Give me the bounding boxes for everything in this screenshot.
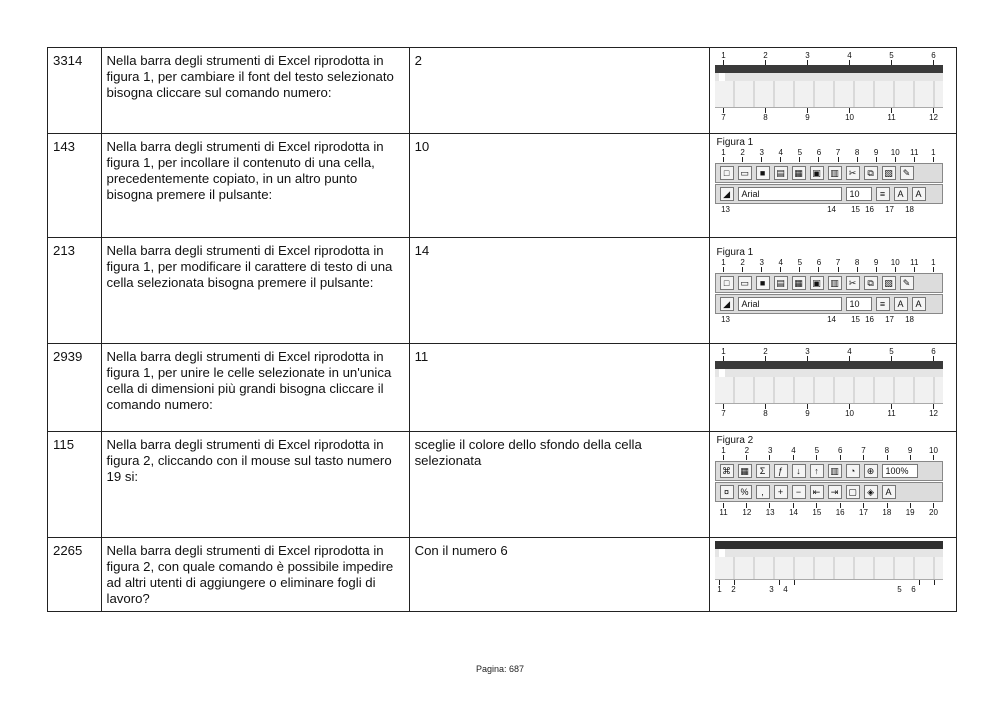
ribbon-commands (715, 377, 943, 404)
increase-indent-icon: ⇥ (828, 485, 842, 499)
cut-icon: ✂ (846, 166, 860, 180)
hyperlink-icon: ⌘ (720, 464, 734, 478)
open-folder-icon: ▭ (738, 276, 752, 290)
ribbon-titlebar (715, 541, 943, 549)
row-question: Nella barra degli strumenti di Excel riprodotta in figura 1, per cambiare il font del testo selezionato bisogna cliccare sul comando numero: (101, 48, 409, 134)
open-folder-icon: ▭ (738, 166, 752, 180)
formatting-toolbar (715, 482, 943, 502)
sort-desc-icon: ↑ (810, 464, 824, 478)
print-icon: ▤ (774, 276, 788, 290)
spelling-icon: ▣ (810, 166, 824, 180)
new-doc-icon: □ (720, 166, 734, 180)
row-answer: 14 (409, 238, 709, 344)
figure-cell (709, 344, 956, 432)
row-answer: 2 (409, 48, 709, 134)
increase-decimal-icon: + (774, 485, 788, 499)
toolbar-handle-icon: ◢ (720, 187, 734, 201)
excel-toolbar-figure (713, 137, 945, 214)
grow-font-icon: A (912, 187, 926, 201)
excel-toolbar-figure (713, 247, 945, 324)
figure-cell (709, 134, 956, 238)
new-doc-icon: □ (720, 276, 734, 290)
figure-bottom-numbers: 7 8 9 10 11 12 (721, 409, 938, 418)
row-answer: Con il numero 6 (409, 538, 709, 612)
figure-title: Figura 2 (716, 435, 754, 446)
toolbar-handle-icon: ◢ (720, 297, 734, 311)
table-row (48, 344, 957, 432)
ribbon-tabs (715, 549, 943, 557)
drawing-icon: ◔ (846, 464, 860, 478)
chart-wizard-icon: ▦ (738, 464, 752, 478)
font-color-icon: A (894, 297, 908, 311)
wrap-text-icon: ≡ (876, 297, 890, 311)
standard-toolbar (715, 461, 943, 481)
row-id: 2265 (48, 538, 102, 612)
save-icon: ■ (756, 276, 770, 290)
zoom-select: 100% (882, 464, 918, 478)
sort-asc-icon: ↓ (792, 464, 806, 478)
figure-title: Figura 1 (716, 137, 754, 148)
wrap-text-icon: ≡ (876, 187, 890, 201)
grow-font-icon: A (912, 297, 926, 311)
table-row (48, 432, 957, 538)
row-answer: 10 (409, 134, 709, 238)
spelling-icon: ▣ (810, 276, 824, 290)
ribbon-commands (715, 557, 943, 580)
figure-bottom-numbers: 13 14 15 16 17 18 (721, 315, 914, 324)
page-footer: Pagina: 687 (475, 664, 525, 674)
cut-icon: ✂ (846, 276, 860, 290)
excel-toolbar2-figure (713, 435, 945, 517)
font-select: Arial (738, 297, 842, 311)
function-icon: ƒ (774, 464, 788, 478)
percent-icon: % (738, 485, 752, 499)
row-id: 143 (48, 134, 102, 238)
formatting-toolbar (715, 294, 943, 314)
figure-bottom-numbers: 13 14 15 16 17 18 (721, 205, 914, 214)
figure-cell (709, 432, 956, 538)
row-question: Nella barra degli strumenti di Excel riprodotta in figura 2, con quale comando è possibile impedire ad altri utenti di aggiungere o eliminare fogli di lavoro? (101, 538, 409, 612)
figure-cell (709, 48, 956, 134)
figure-top-numbers: 1 2 3 4 5 6 7 8 9 10 11 1 (721, 148, 936, 157)
excel-ribbon-figure (713, 51, 945, 122)
figure-cell (709, 538, 956, 612)
format-painter-icon: ✎ (900, 276, 914, 290)
standard-toolbar (715, 273, 943, 293)
print-preview-icon: ▦ (792, 276, 806, 290)
figure-top-numbers: 1 2 3 4 5 6 7 8 9 10 (721, 446, 938, 455)
row-id: 3314 (48, 48, 102, 134)
questions-table (47, 47, 957, 612)
ribbon-tabs (715, 73, 943, 81)
row-answer: 11 (409, 344, 709, 432)
figure-top-numbers: 1 2 3 4 5 6 (721, 347, 936, 356)
arrow-marks (713, 455, 945, 460)
research-icon: ▥ (828, 276, 842, 290)
row-question: Nella barra degli strumenti di Excel riprodotta in figura 1, per unire le celle selezionate in un'unica cella di dimensioni più grandi bisogna cliccare il comando numero: (101, 344, 409, 432)
decrease-indent-icon: ⇤ (810, 485, 824, 499)
arrow-marks (713, 267, 945, 272)
figure-top-numbers: 1 2 3 4 5 6 (721, 51, 936, 60)
decrease-decimal-icon: − (792, 485, 806, 499)
row-answer: sceglie il colore dello sfondo della cella selezionata (409, 432, 709, 538)
research-icon: ▥ (828, 166, 842, 180)
row-question: Nella barra degli strumenti di Excel riprodotta in figura 1, per modificare il carattere di testo di una cella selezionata bisogna premere il pulsante: (101, 238, 409, 344)
figure-title: Figura 1 (716, 247, 754, 258)
ribbon-commands (715, 81, 943, 108)
row-id: 115 (48, 432, 102, 538)
chart-icon: ▥ (828, 464, 842, 478)
figure-bottom-numbers: 11 12 13 14 15 16 17 18 19 20 (719, 508, 938, 517)
row-question: Nella barra degli strumenti di Excel riprodotta in figura 1, per incollare il contenuto di una cella, precedentemente copiato, in un altro punto bisogna premere il pulsante: (101, 134, 409, 238)
figure-bottom-numbers: 7 8 9 10 11 12 (721, 113, 938, 122)
row-id: 2939 (48, 344, 102, 432)
ribbon-tabs (715, 369, 943, 377)
row-question: Nella barra degli strumenti di Excel riprodotta in figura 2, cliccando con il mouse sul tasto numero 19 si: (101, 432, 409, 538)
excel-review-ribbon-figure (713, 541, 945, 594)
font-select: Arial (738, 187, 842, 201)
ribbon-titlebar (715, 361, 943, 369)
table-row (48, 134, 957, 238)
font-color-icon: A (882, 485, 896, 499)
font-color-icon: A (894, 187, 908, 201)
paste-icon: ▧ (882, 166, 896, 180)
excel-ribbon-figure (713, 347, 945, 418)
formatting-toolbar (715, 184, 943, 204)
paste-icon: ▧ (882, 276, 896, 290)
zoom-icon: ⊕ (864, 464, 878, 478)
row-id: 213 (48, 238, 102, 344)
print-preview-icon: ▦ (792, 166, 806, 180)
arrow-marks (713, 157, 945, 162)
copy-icon: ⧉ (864, 166, 878, 180)
figure-bottom-numbers: 1 2 3 4 5 6 (717, 585, 916, 594)
font-size-select: 10 (846, 297, 872, 311)
comma-icon: , (756, 485, 770, 499)
font-size-select: 10 (846, 187, 872, 201)
table-row (48, 538, 957, 612)
figure-cell (709, 238, 956, 344)
print-icon: ▤ (774, 166, 788, 180)
borders-icon: ▢ (846, 485, 860, 499)
currency-icon: ¤ (720, 485, 734, 499)
standard-toolbar (715, 163, 943, 183)
ribbon-titlebar (715, 65, 943, 73)
autosum-icon: Σ (756, 464, 770, 478)
format-painter-icon: ✎ (900, 166, 914, 180)
fill-color-icon: ◈ (864, 485, 878, 499)
save-icon: ■ (756, 166, 770, 180)
figure-top-numbers: 1 2 3 4 5 6 7 8 9 10 11 1 (721, 258, 936, 267)
copy-icon: ⧉ (864, 276, 878, 290)
table-row (48, 48, 957, 134)
table-row (48, 238, 957, 344)
